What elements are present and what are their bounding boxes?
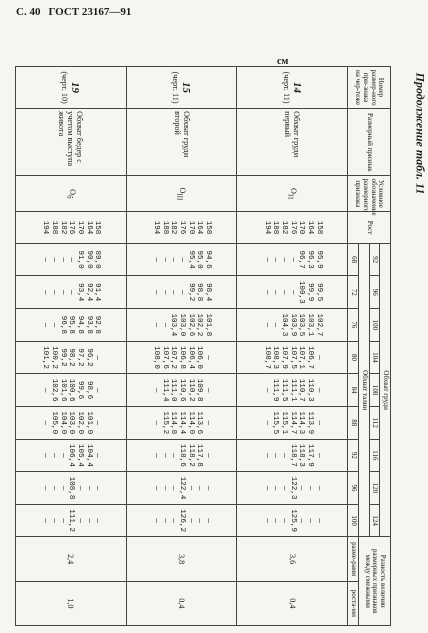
value-cell: — 109,8 110,2 110,6 111,0 111,4 — <box>126 374 237 407</box>
value-cell: — 98,6 99,6 100,6 101,6 102,6 — <box>16 374 127 407</box>
value-cell: 102,7 103,1 103,5 103,9 104,3 — — <box>237 309 348 342</box>
header-symbol: Условное обозначение размерного признака <box>348 176 391 212</box>
value-cell: — 113,6 114,0 114,4 114,8 115,2 — <box>126 406 237 439</box>
value-cell: — 106,0 106,4 106,8 107,2 107,6 108,0 <box>126 341 237 374</box>
header-diff-sizes: разме-рами <box>348 537 359 581</box>
header-diff: Разность величин размерных признаков между смежными <box>358 537 390 626</box>
continuation-title: Продолжение табл. 11 <box>413 72 428 195</box>
value-cell: — 117,9 118,3 118,7 — — — <box>237 439 348 472</box>
header-chest-104: 104 <box>369 341 380 374</box>
header-chest-92: 92 <box>369 243 380 276</box>
feature-symbol <box>126 176 237 212</box>
header-waist-group: Обхват талии <box>358 243 369 537</box>
diff-sizes-value: 2,4 <box>16 537 127 581</box>
value-cell: 95,9 96,3 96,7 — — — — <box>237 243 348 276</box>
header-waist-80: 80 <box>348 341 359 374</box>
value-cell: 99,5 99,9 100,3 — — — — <box>237 276 348 309</box>
value-cell: — — — 122,3 — — — <box>237 472 348 505</box>
value-cell: 92,8 93,8 94,8 95,8 96,8 — — <box>16 309 127 342</box>
diff-sizes-value: 3,6 <box>237 537 348 581</box>
value-cell: — — — 125,9 — — — <box>237 504 348 537</box>
value-cell: 101,8 102,2 102,6 103,0 103,4 — — <box>126 309 237 342</box>
header-waist-92: 92 <box>348 439 359 472</box>
symbol-sub: I1 <box>286 193 294 200</box>
diff-heights-value: 0,4 <box>126 581 237 625</box>
symbol-letter: О <box>67 189 77 196</box>
header-chest-100: 100 <box>369 309 380 342</box>
value-cell: — 113,9 114,3 114,7 115,1 115,5 — <box>237 406 348 439</box>
value-cell: — — — 108,8 — — — <box>16 472 127 505</box>
symbol-sub: III <box>175 193 183 201</box>
table-row <box>237 67 348 626</box>
value-cell: — 106,7 107,1 107,5 107,9 108,3 108,7 <box>237 341 348 374</box>
feature-ref: (черт. 11) <box>171 71 181 104</box>
height-values: 158 164 170 176 182 188 194 <box>237 212 348 244</box>
height-values: 158 164 170 176 182 188 194 <box>16 212 127 244</box>
feature-number-cell <box>16 67 127 109</box>
feature-number: 15 <box>180 82 193 94</box>
symbol-letter: О <box>289 188 299 194</box>
header-waist-88: 88 <box>348 406 359 439</box>
feature-symbol <box>16 176 127 212</box>
value-cell: — 104,4 105,4 106,4 — — — <box>16 439 127 472</box>
value-cell: — 110,3 110,7 111,1 111,5 111,9 — <box>237 374 348 407</box>
header-waist-76: 76 <box>348 309 359 342</box>
unit-label: см <box>277 56 289 67</box>
value-cell: — — — 126,2 — — — <box>126 504 237 537</box>
header-waist-72: 72 <box>348 276 359 309</box>
diff-heights-value: 0,4 <box>237 581 348 625</box>
value-cell: 94,6 95,0 95,4 — — — — <box>126 243 237 276</box>
value-cell: — 117,8 118,2 118,6 — — — <box>126 439 237 472</box>
header-chest-96: 96 <box>369 276 380 309</box>
value-cell: — 101,0 102,0 103,0 104,0 105,0 — <box>16 406 127 439</box>
value-cell: — 96,2 97,2 98,2 99,2 100,2 101,2 <box>16 341 127 374</box>
header-diff-heights: роста-ми <box>348 581 359 625</box>
header-waist-100: 100 <box>348 504 359 537</box>
symbol-letter: О <box>178 187 188 194</box>
height-values: 158 164 170 176 182 188 194 <box>126 212 237 244</box>
header-chest-120: 120 <box>369 472 380 505</box>
header-waist-68: 68 <box>348 243 359 276</box>
value-cell: — — — 122,4 — — — <box>126 472 237 505</box>
table-stage <box>15 66 391 626</box>
header-feature-number: Номер размер-ного при-знака на чер-теже <box>348 67 391 109</box>
header-feature-name: Размерный признак <box>348 109 391 176</box>
header-waist-96: 96 <box>348 472 359 505</box>
table-row <box>126 67 237 626</box>
table-row <box>16 67 127 626</box>
feature-name: Обхват груди второй <box>126 109 237 176</box>
header-height: Рост <box>348 212 391 244</box>
feature-number: 19 <box>69 82 82 94</box>
diff-heights-value: 1,0 <box>16 581 127 625</box>
page-header <box>16 6 131 18</box>
standard-code: ГОСТ 23167—91 <box>48 6 132 18</box>
feature-name: Обхват бедер с учетом выступа живота <box>16 109 127 176</box>
feature-number-cell <box>126 67 237 109</box>
feature-ref: (черт. 10) <box>60 71 70 104</box>
value-cell: 91,4 92,4 93,4 — — — — <box>16 276 127 309</box>
feature-number-cell <box>237 67 348 109</box>
value-cell: 89,0 90,0 91,0 — — — — <box>16 243 127 276</box>
header-chest-112: 112 <box>369 406 380 439</box>
header-chest-108: 108 <box>369 374 380 407</box>
feature-symbol <box>237 176 348 212</box>
value-cell: — — — 111,2 — — — <box>16 504 127 537</box>
size-table <box>15 66 391 626</box>
feature-number: 14 <box>290 82 303 94</box>
page-number: С. 40 <box>16 6 41 18</box>
value-cell: 98,4 98,8 99,2 — — — — <box>126 276 237 309</box>
feature-ref: (черт. 11) <box>281 71 291 104</box>
diff-sizes-value: 3,8 <box>126 537 237 581</box>
feature-name: Обхват груди первый <box>237 109 348 176</box>
header-waist-84: 84 <box>348 374 359 407</box>
header-chest-group: Обхват груди <box>380 243 391 537</box>
header-chest-116: 116 <box>369 439 380 472</box>
symbol-sub: б <box>65 195 73 199</box>
header-chest-124: 124 <box>369 504 380 537</box>
